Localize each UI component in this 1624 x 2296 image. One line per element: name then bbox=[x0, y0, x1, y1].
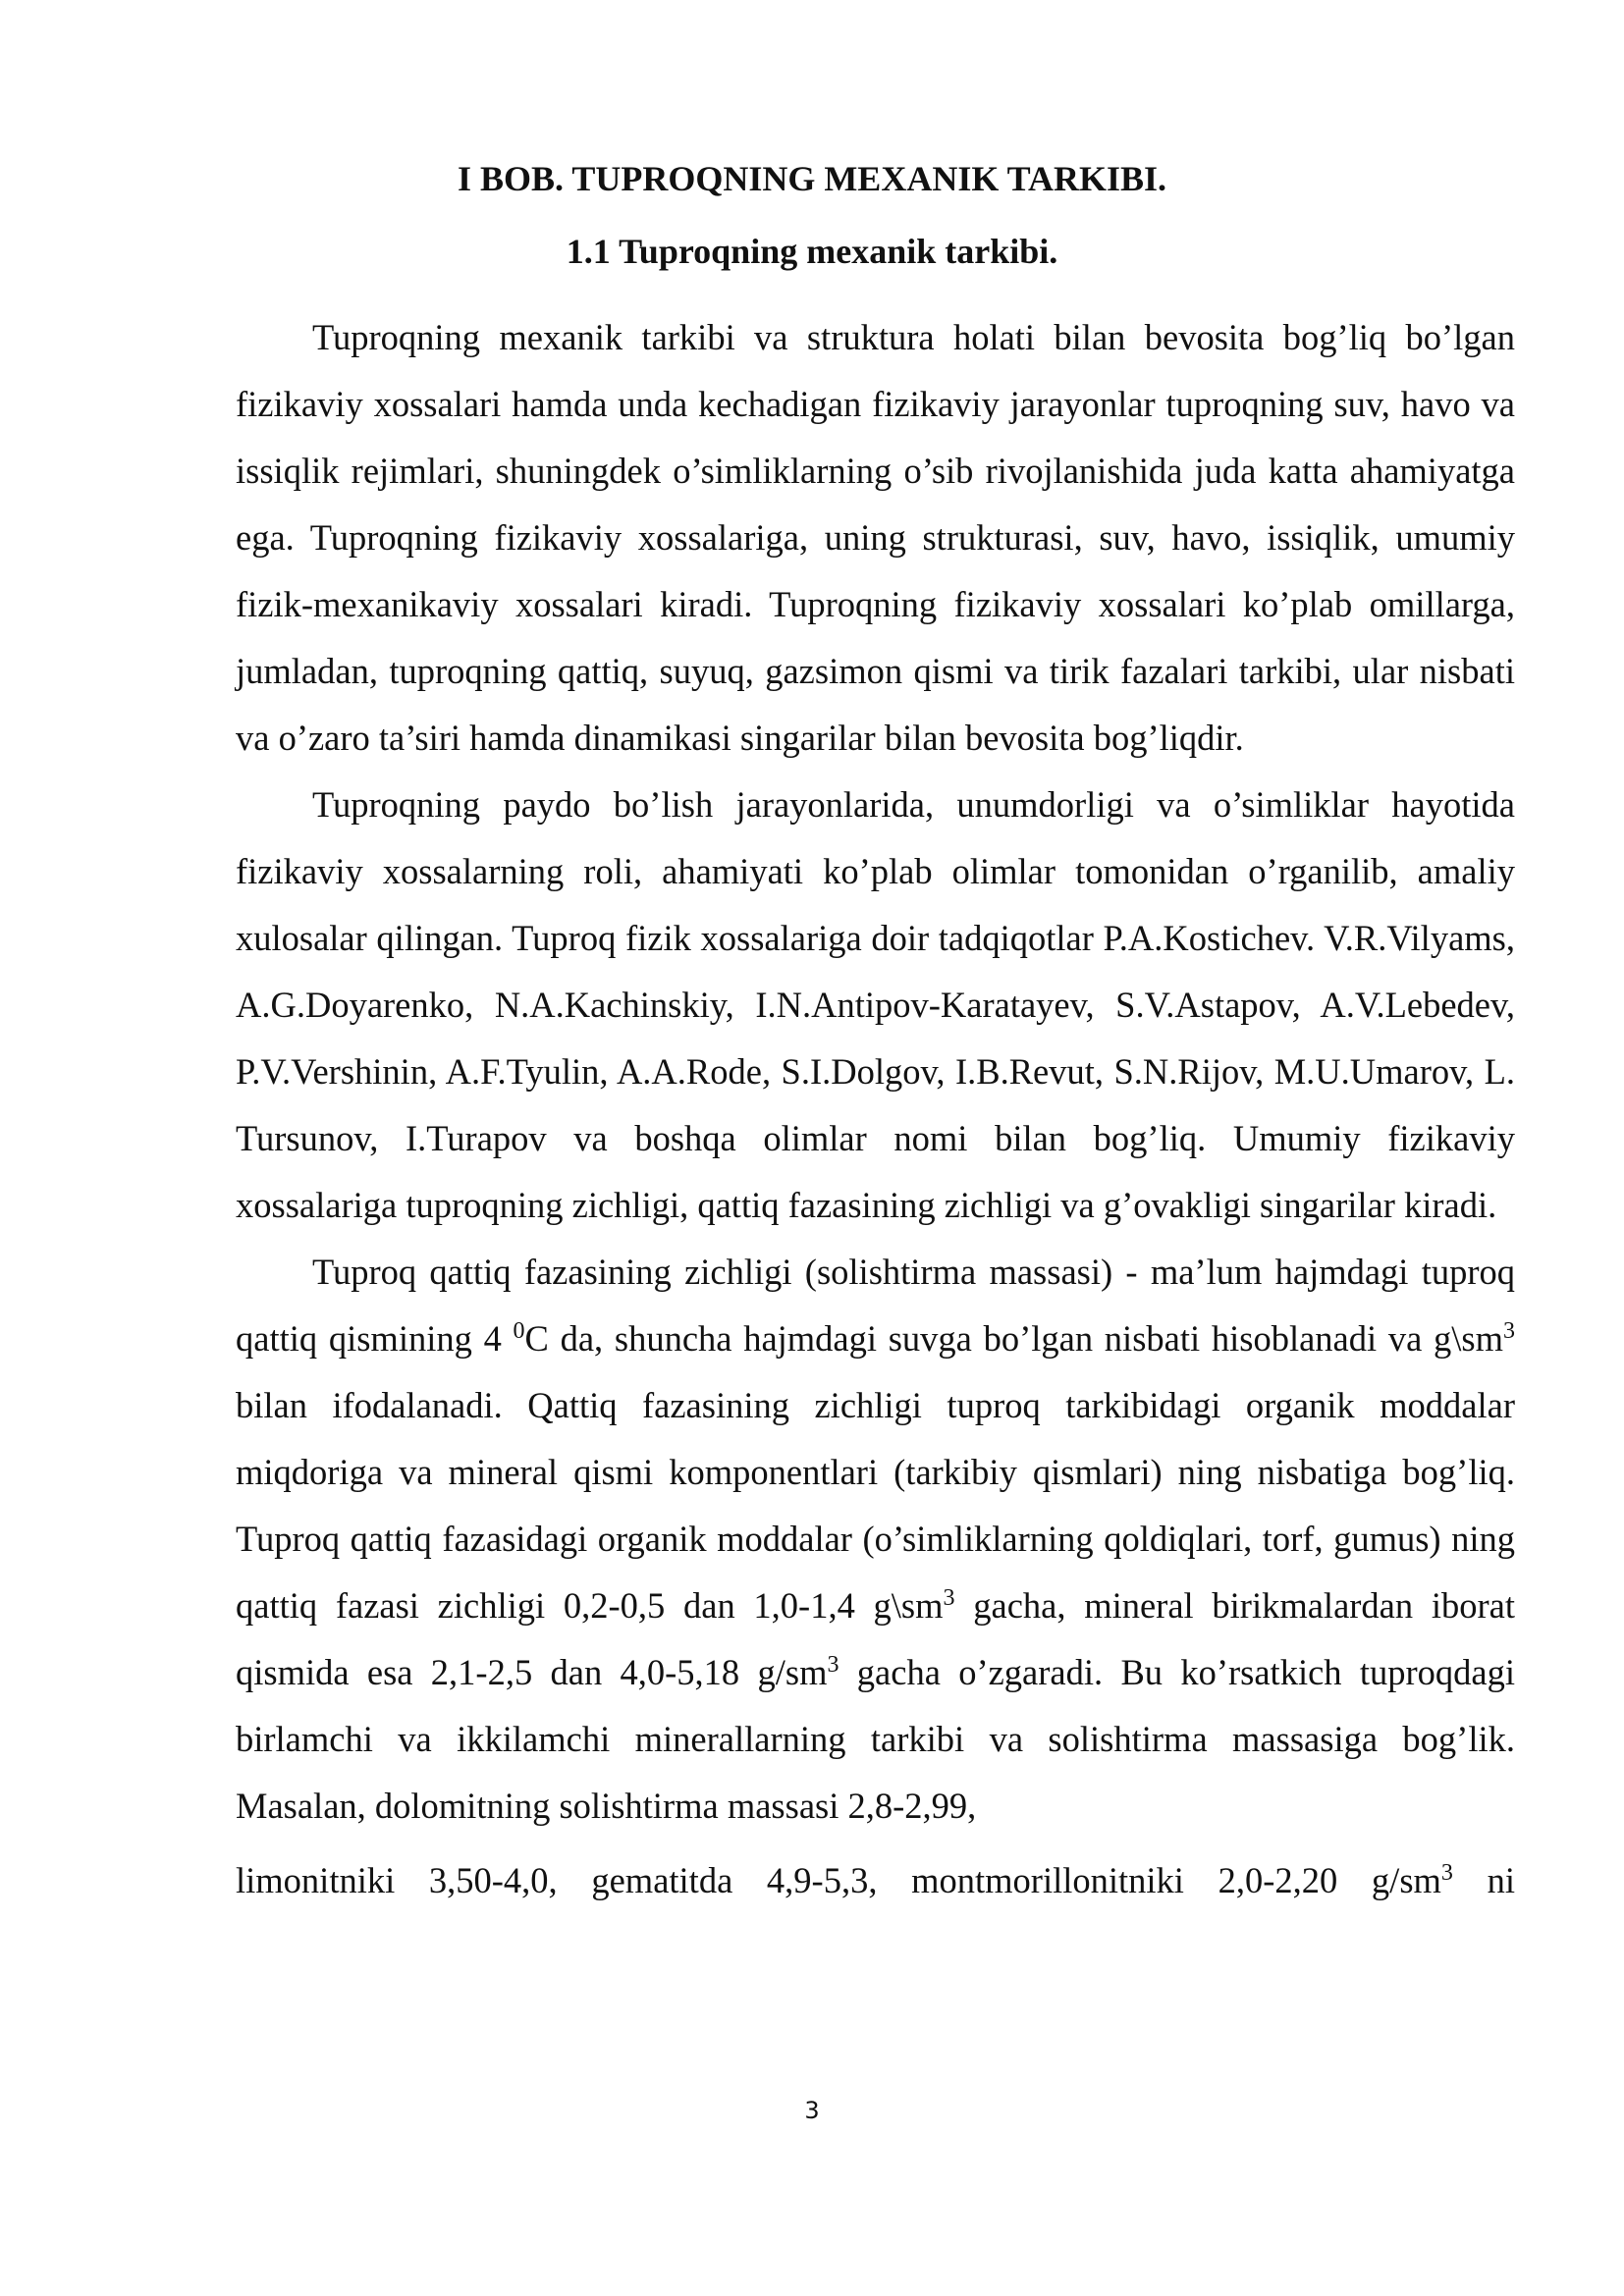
body-text bbox=[236, 304, 1515, 1914]
superscript-cubed: 3 bbox=[1502, 1317, 1515, 1344]
page-number: 3 bbox=[804, 2097, 820, 2124]
paragraph-3-text-2: C da, shuncha hajmdagi suvga bo’lgan nisbati hisoblanadi va g\sm bbox=[524, 1318, 1503, 1359]
paragraph-3-text-4: gacha, mineral birikmalardan iborat qismida esa 2,1-2,5 dan 4,0-5,18 g/sm bbox=[236, 1585, 1515, 1692]
superscript-degree: 0 bbox=[513, 1317, 525, 1344]
paragraph-3-text-1: Tuproq qattiq fazasining zichligi (solishtirma massasi) - ma’lum hajmdagi tuproq qattiq qismining 4 bbox=[236, 1252, 1515, 1359]
paragraph-4 bbox=[236, 1847, 1515, 1914]
paragraph-3-text-3: bilan ifodalanadi. Qattiq fazasining zichligi tuproq tarkibidagi organik moddalar miqdoriga va mineral qismi komponentlari (tarkibiy qismlari) ning nisbatiga bog’liq. Tuproq qattiq fazasidagi organik moddalar (o’simliklarning qoldiqlari, torf, gumus) ning qattiq fazasi zichligi 0,2-0,5 dan 1,0-1,4 g\sm bbox=[236, 1385, 1515, 1626]
paragraph-3 bbox=[236, 1239, 1515, 1840]
paragraph-2: Tuproqning paydo bo’lish jarayonlarida, unumdorligi va o’simliklar hayotida fizikaviy xossalarning roli, ahamiyati ko’plab olimlar tomonidan o’rganilib, amaliy xulosalar qilingan. Tuproq fizik xossalariga doir tadqiqotlar P.A.Kostichev. V.R.Vilyams, A.G.Doyarenko, N.A.Kachinskiy, I.N.Antipov-Karatayev, S.V.Astapov, A.V.Lebedev, P.V.Vershinin, A.F.Tyulin, A.A.Rode, S.I.Dolgov, I.B.Revut, S.N.Rijov, M.U.Umarov, L. Tursunov, I.Turapov va boshqa olimlar nomi bilan bog’liq. Umumiy fizikaviy xossalariga tuproqning zichligi, qattiq fazasining zichligi va g’ovakligi singarilar kiradi. bbox=[236, 784, 1515, 1225]
section-title: 1.1 Tuproqning mexanik tarkibi. bbox=[566, 232, 1058, 271]
chapter-title: I BOB. TUPROQNING MEXANIK TARKIBI. bbox=[457, 159, 1167, 198]
superscript-cubed: 3 bbox=[827, 1651, 839, 1678]
paragraph-1: Tuproqning mexanik tarkibi va struktura holati bilan bevosita bog’liq bo’lgan fizikaviy xossalari hamda unda kechadigan fizikaviy jarayonlar tuproqning suv, havo va issiqlik rejimlari, shuningdek o’simliklarning o’sib rivojlanishida juda katta ahamiyatga ega. Tuproqning fizikaviy xossalariga, uning strukturasi, suv, havo, issiqlik, umumiy fizik-mexanikaviy xossalari kiradi. Tuproqning fizikaviy xossalari ko’plab omillarga, jumladan, tuproqning qattiq, suyuq, gazsimon qismi va tirik fazalari tarkibi, ular nisbati va o’zaro ta’siri hamda dinamikasi singarilar bilan bevosita bog’liqdir. bbox=[236, 317, 1515, 758]
paragraph-4-text-1: limonitniki 3,50-4,0, gematitda 4,9-5,3, montmorillonitniki 2,0-2,20 g/sm bbox=[236, 1860, 1441, 1900]
paragraph-3-text-5: gacha o’zgaradi. Bu ko’rsatkich tuproqdagi birlamchi va ikkilamchi minerallarning tarkibi va solishtirma massasiga bog’lik. Masalan, dolomitning solishtirma massasi 2,8-2,99, bbox=[236, 1652, 1515, 1826]
superscript-cubed: 3 bbox=[1440, 1859, 1453, 1886]
paragraph-4-text-2: ni bbox=[1452, 1860, 1515, 1900]
superscript-cubed: 3 bbox=[943, 1584, 955, 1611]
